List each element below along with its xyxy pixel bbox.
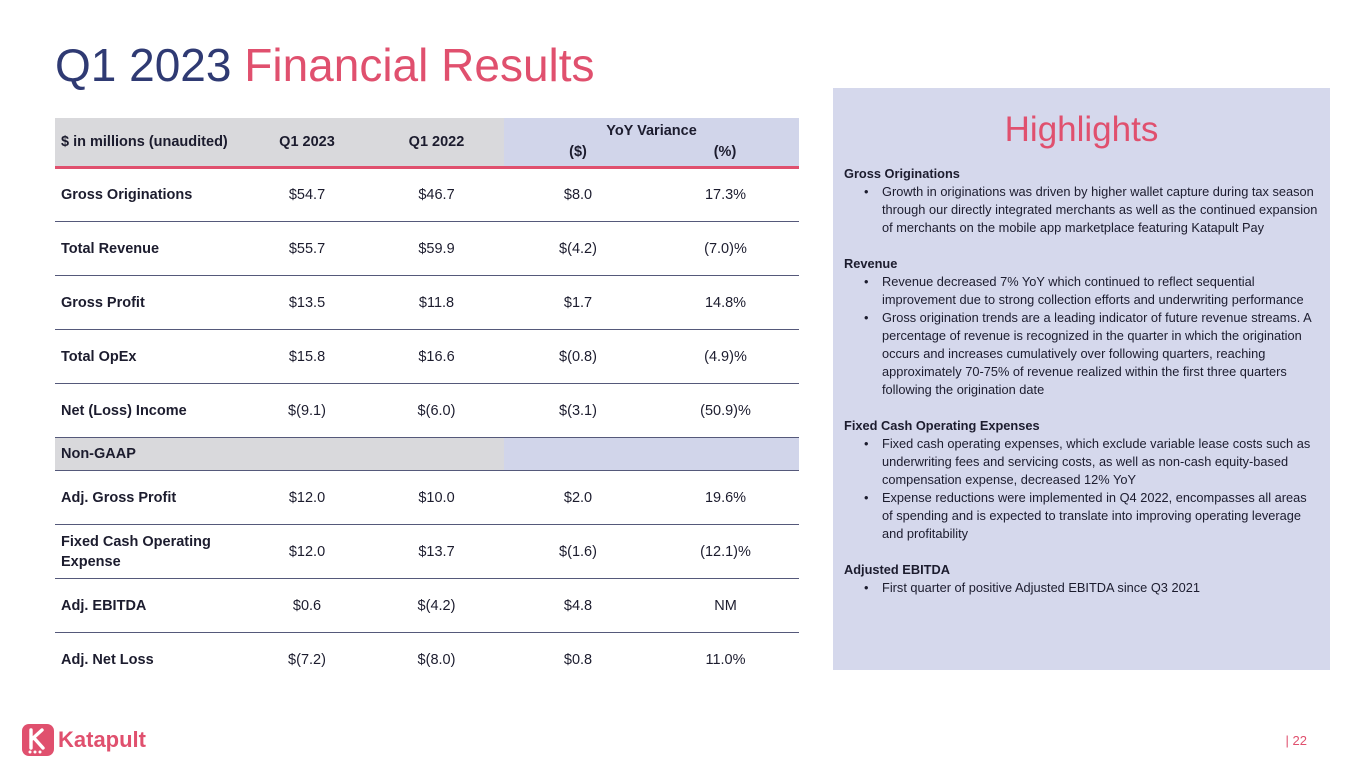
row-label: Total Revenue (61, 240, 160, 257)
highlight-bullet (844, 309, 1318, 399)
highlight-bullet (844, 183, 1318, 237)
bullet-icon: • (864, 436, 869, 451)
cell-q1-2023: $15.8 (288, 348, 326, 365)
cell-yoy-pct: 17.3% (704, 187, 747, 203)
yoy-pct-label: (%) (713, 144, 737, 160)
cell-q1-2023: $(7.2) (288, 651, 326, 668)
bullet-icon: • (864, 184, 869, 199)
highlights-list (844, 165, 1318, 615)
cell-yoy-pct: (12.1)% (700, 543, 751, 560)
cell-yoy-dollar: $(4.2) (559, 240, 597, 257)
table-row (55, 168, 799, 222)
table-header-row (55, 118, 799, 168)
cell-yoy-dollar: $(0.8) (559, 348, 597, 365)
cell-yoy-pct: NM (714, 597, 737, 614)
highlight-bullet (844, 489, 1318, 543)
cell-q1-2023: $12.0 (288, 489, 326, 506)
highlight-bullet (844, 273, 1318, 309)
section-spacer (369, 438, 504, 471)
cell-q1-2022: $(8.0) (417, 651, 456, 668)
section-spacer (504, 438, 652, 471)
row-label: Fixed Cash Operating Expense (61, 533, 211, 570)
financial-results-table (55, 118, 799, 687)
bullet-text: Growth in originations was driven by higher wallet capture during tax season through our directly integrated merchants as well as the continued expansion of merchants on the mobile app marketplace featuring Katapult Pay (882, 184, 1318, 235)
cell-yoy-dollar: $0.8 (563, 651, 593, 668)
cell-yoy-dollar: $8.0 (563, 187, 593, 203)
bullet-icon: • (864, 274, 869, 289)
row-label: Adj. Gross Profit (61, 489, 177, 506)
row-label: Adj. Net Loss (61, 651, 154, 668)
yoy-dollar-label: ($) (569, 144, 587, 160)
cell-q1-2022: $10.0 (418, 489, 455, 506)
non-gaap-section-row (55, 438, 799, 471)
cell-yoy-pct: (4.9)% (704, 348, 747, 365)
bullet-text: Gross origination trends are a leading indicator of future revenue streams. A percentage of revenue is recognized in the quarter in which the origination occurs and increases cumulatively over following quarters, reaching approximately 70-75% of revenue realized within the first three quarters following the origination date (882, 310, 1311, 397)
cell-q1-2022: $16.6 (418, 348, 455, 365)
yoy-variance-label: YoY Variance (606, 123, 697, 139)
bullet-icon: • (864, 310, 869, 325)
bullet-text: Fixed cash operating expenses, which exclude variable lease costs such as underwriting fees and servicing costs, as well as non-cash equity-based compensation expense, decreased 12% YoY (882, 436, 1311, 487)
header-q1-2023: Q1 2023 (245, 118, 369, 168)
table-row (55, 579, 799, 633)
cell-yoy-pct: 14.8% (704, 294, 747, 311)
bullet-text: Expense reductions were implemented in Q4 2022, encompasses all areas of spending and is expected to translate into improving operating leverage and profitability (882, 490, 1307, 541)
row-label: Net (Loss) Income (61, 402, 187, 419)
table-row (55, 384, 799, 438)
cell-q1-2022: $(6.0) (417, 402, 456, 419)
non-gaap-label: Non-GAAP (55, 438, 245, 471)
table-row (55, 633, 799, 687)
cell-yoy-pct: (7.0)% (704, 240, 747, 257)
highlights-title: Highlights (1004, 110, 1159, 149)
cell-q1-2022: $13.7 (418, 543, 455, 560)
cell-yoy-dollar: $4.8 (563, 597, 593, 614)
cell-yoy-dollar: $2.0 (563, 489, 593, 506)
highlight-heading: Gross Originations (844, 166, 960, 181)
highlight-bullet (844, 579, 1318, 597)
bullet-text: Revenue decreased 7% YoY which continued to reflect sequential improvement due to strong collection efforts and underwriting performance (882, 274, 1304, 307)
bullet-icon: • (864, 580, 869, 595)
highlight-heading: Fixed Cash Operating Expenses (844, 418, 1040, 433)
highlight-section (844, 417, 1318, 543)
page-title-part1: Q1 2023 (55, 39, 232, 91)
table-row (55, 222, 799, 276)
cell-yoy-dollar: $(1.6) (559, 543, 597, 560)
cell-yoy-dollar: $1.7 (563, 294, 593, 311)
cell-yoy-pct: 11.0% (705, 651, 746, 668)
cell-yoy-pct: 19.6% (704, 489, 747, 506)
cell-q1-2023: $13.5 (288, 294, 326, 311)
katapult-wordmark: Katapult (58, 727, 146, 752)
cell-q1-2023: $12.0 (288, 543, 326, 560)
cell-yoy-dollar: $(3.1) (559, 402, 597, 419)
cell-q1-2022: $59.9 (418, 240, 455, 257)
page-title (55, 36, 595, 94)
cell-q1-2022: $11.8 (418, 294, 455, 311)
section-spacer (245, 438, 369, 471)
cell-q1-2023: $(9.1) (288, 402, 326, 419)
bullet-text: First quarter of positive Adjusted EBITDA since Q3 2021 (882, 580, 1200, 595)
row-label: Gross Originations (61, 187, 193, 203)
row-label: Gross Profit (61, 294, 145, 311)
highlights-panel (833, 88, 1330, 670)
cell-q1-2023: $55.7 (288, 240, 326, 257)
bullet-icon: • (864, 490, 869, 505)
header-yoy-variance (504, 118, 799, 168)
header-q1-2022: Q1 2022 (369, 118, 504, 168)
highlight-bullet (844, 435, 1318, 489)
page-number: | 22 (1285, 733, 1307, 748)
highlight-heading: Adjusted EBITDA (844, 562, 950, 577)
page-title-part2: Financial Results (244, 39, 595, 91)
table-row (55, 330, 799, 384)
table-row (55, 525, 799, 579)
header-label: $ in millions (unaudited) (55, 118, 245, 168)
cell-q1-2023: $0.6 (292, 597, 322, 614)
table-row (55, 471, 799, 525)
katapult-k-logo-icon (22, 724, 54, 756)
section-spacer (652, 438, 799, 471)
row-label: Adj. EBITDA (61, 597, 147, 614)
row-label: Total OpEx (61, 348, 137, 365)
cell-q1-2022: $46.7 (418, 187, 455, 203)
highlight-section (844, 255, 1318, 399)
highlight-heading: Revenue (844, 256, 898, 271)
highlight-section (844, 561, 1318, 597)
table-row (55, 276, 799, 330)
highlight-section (844, 165, 1318, 237)
cell-yoy-pct: (50.9)% (700, 402, 751, 419)
cell-q1-2023: $54.7 (288, 187, 326, 203)
cell-q1-2022: $(4.2) (417, 597, 456, 614)
